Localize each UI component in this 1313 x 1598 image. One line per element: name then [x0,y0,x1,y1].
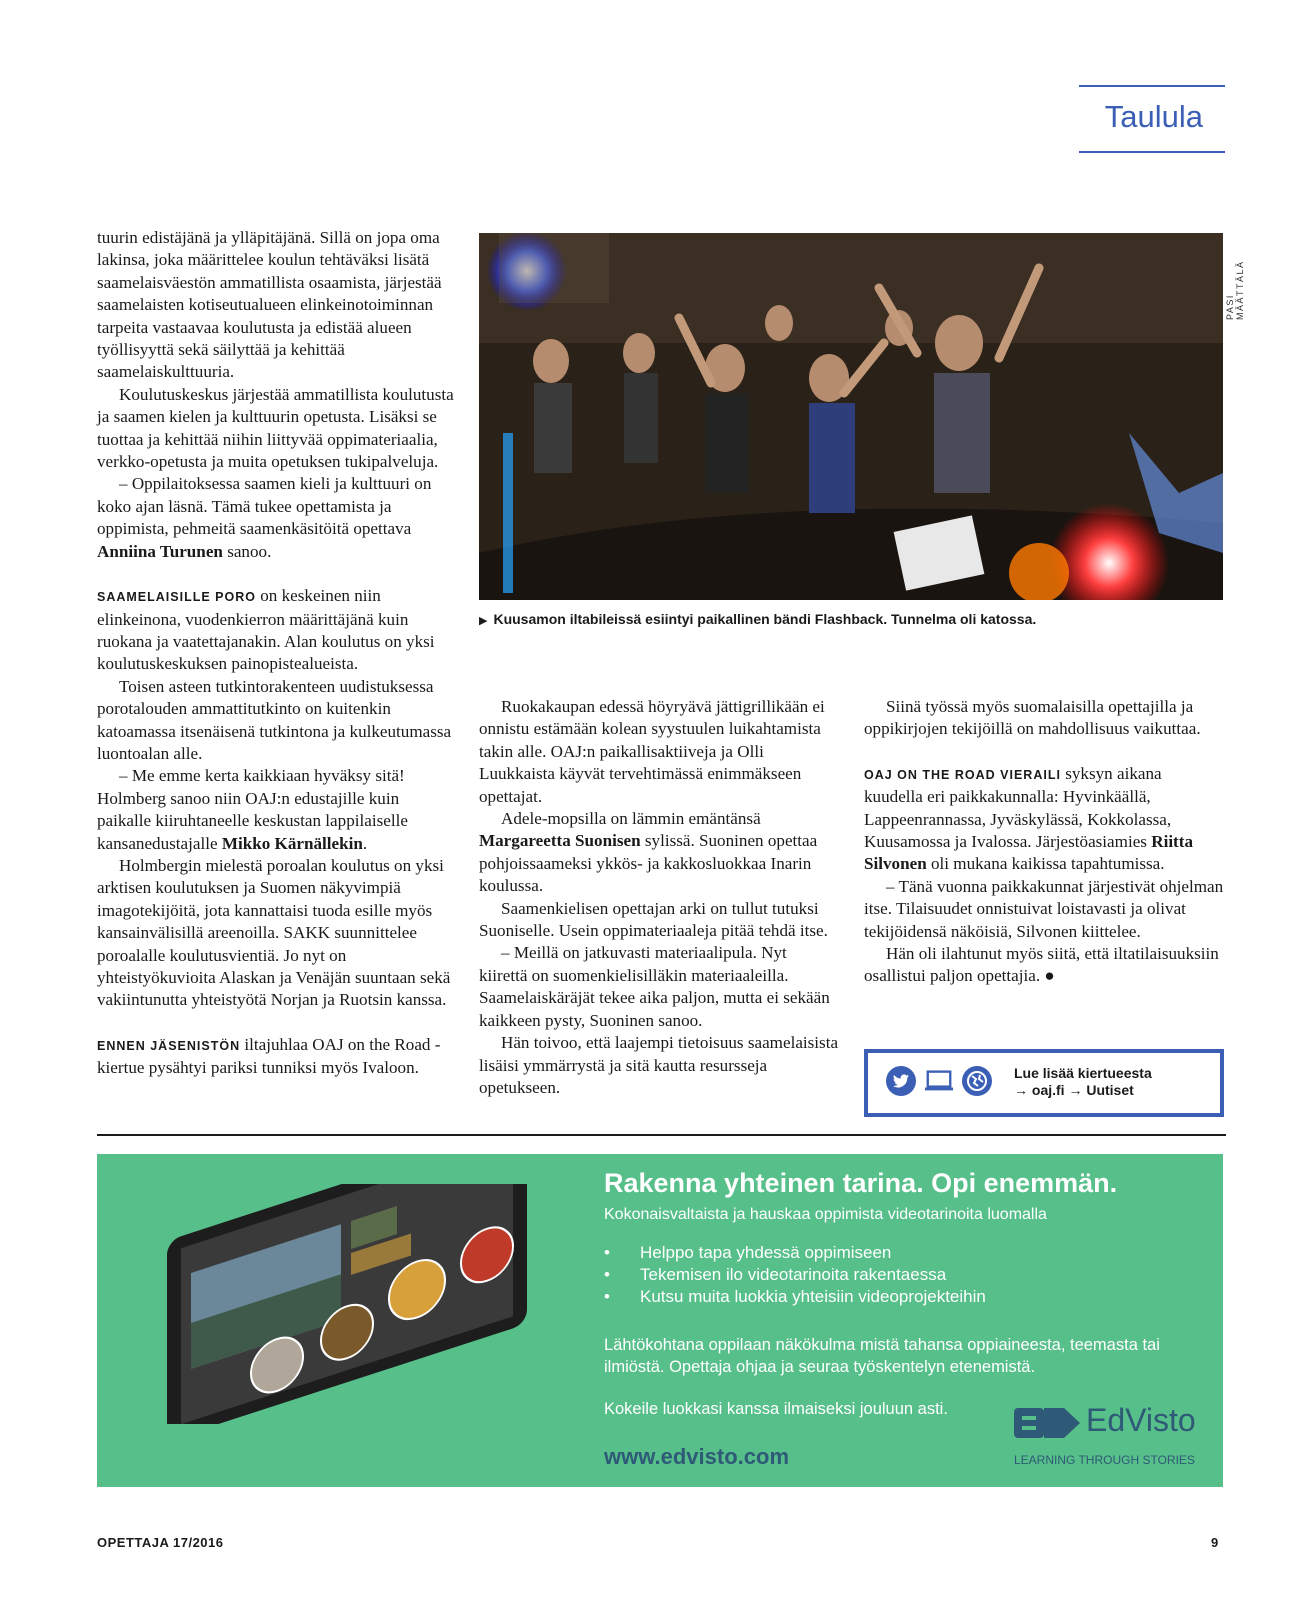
lead-in: ENNEN JÄSENISTÖN [97,1038,241,1053]
read-more-box[interactable] [864,1049,1224,1117]
photo-credit: PASI MÄÄTTÄLÄ [1225,260,1245,320]
quote-paragraph: – Meillä on jatkuvasti materiaalipula. Nyt kiirettä on suomenkielisilläkin materiaaleilla. Saamelaiskäräjät tekee aika paljon, mutta ei sekään kaikkeen pysty, Suoninen sanoo. [479,943,830,1030]
article-column-2 [479,696,839,1099]
edvisto-logo-icon [1014,1404,1082,1442]
play-icon: ▶ [479,615,488,627]
article-column-3 [864,696,1224,988]
paragraph: Hän oli ilahtunut myös siitä, että iltatilaisuuksiin osallistui paljon opettajia. ● [864,944,1219,986]
globe-icon[interactable] [962,1066,992,1096]
list-item: • Tekemisen ilo videotarinoita rakentaessa [604,1264,986,1286]
paragraph: Adele-mopsilla on lämmin emäntänsä Margareetta Suonisen sylissä. Suoninen opettaa pohjoissaameksi ykkös- ja kakkosluokkaa Inarin koulussa. [479,809,818,896]
ad-paragraph: Kokeile luokkasi kanssa ilmaiseksi jouluun asti. [604,1400,948,1418]
paragraph: SAAMELAISILLE PORO on keskeinen niin elinkeinona, vuodenkierron määrittäjänä kuin ruokana ja vaatettajanakin. Alan koulutus on yksi koulutuskeskuksen painopistealueista. [97,586,435,674]
article-column-1 [97,227,456,1080]
paragraph: tuurin edistäjänä ja ylläpitäjänä. Sillä on jopa oma lakinsa, joka määrittelee koulun tehtäväksi lisätä saamelaisväestön ammatillista osaamista, järjestää saamelaisten kotiseutualueen elinkeinotoiminnan tarpeita vastaavaa koulutusta ja edistää alueen työllisyyttä sekä säilyttää ja kehittää saamelaiskulttuuria. [97,228,442,382]
twitter-icon[interactable] [886,1066,916,1096]
paragraph: OAJ ON THE ROAD VIERAILI syksyn aikana kuudella eri paikkakunnalla: Hyvinkäällä, Lappeenrannassa, Jyväskylässä, Kokkolassa, Kuusamossa ja Ivalossa. Järjestöasiamies Riitta Silvonen oli mukana kaikissa tapahtumissa. [864,763,1193,874]
lead-in: SAAMELAISILLE PORO [97,590,256,605]
quote-paragraph: – Oppilaitoksessa saamen kieli ja kulttuuri on koko ajan läsnä. Tämä tukee opettamista ja oppimista, pehmeitä saamenkäsitöitä opettava Anniina Turunen sanoo. [97,474,432,561]
read-more-text[interactable]: Lue lisää kiertueesta → oaj.fi → Uutiset [1014,1065,1152,1098]
paragraph: Toisen asteen tutkintorakenteen uudistuksessa porotalouden ammattitutkinto on kuitenkin katoamassa itsenäisenä tutkintona ja kulkeutumassa luontoalan alle. [97,676,452,763]
social-icons [886,1066,992,1096]
list-item: • Kutsu muita luokkia yhteisiin videoprojekteihin [604,1286,986,1308]
paragraph: Ruokakaupan edessä höyryävä jättigrillikään ei onnistu estämään kolean syystuulen luikahtamista takin alle. OAJ:n paikallisaktiiveja ja Olli Luukkaista käyvät tervehtimässä enimmäkseen opettajat. [479,697,825,806]
person-name: Anniina Turunen [97,541,223,561]
paragraph: Hän toivoo, että laajempi tietoisuus saamelaisista lisäisi ymmärrystä ja sitä kautta resursseja opetukseen. [479,1033,839,1097]
tablet-illustration [157,1184,577,1429]
paragraph: Siinä työssä myös suomalaisilla opettajilla ja oppikirjojen tekijöillä on mahdollisuus vaikuttaa. [864,697,1201,739]
section-title: Taulula [1104,99,1203,134]
ad-subtitle: Kokonaisvaltaista ja hauskaa oppimista videotarinoita luomalla [604,1206,1047,1223]
quote-paragraph: – Me emme kerta kaikkiaan hyväksy sitä! Holmberg sanoo niin OAJ:n edustajille kuin paikalle kiiruhtaneelle keskustan lappilaiselle kansanedustajalle Mikko Kärnällekin. [97,766,408,853]
brand-name: EdVisto [1086,1402,1196,1438]
paragraph: Saamenkielisen opettajan arki on tullut tutuksi Suoniselle. Usein oppimateriaaleja pitää tehdä itse. [479,898,828,941]
person-name: Mikko Kärnällekin [221,833,363,853]
page-number: 9 [1211,1535,1219,1550]
person-name: Riitta Silvonen [864,832,1193,874]
laptop-icon[interactable] [924,1066,954,1096]
ad-url-link[interactable]: www.edvisto.com [604,1444,790,1469]
lead-in: OAJ ON THE ROAD VIERAILI [864,767,1061,782]
read-more-link[interactable]: → oaj.fi → Uutiset [1014,1082,1134,1098]
ad-paragraph: Lähtökohtana oppilaan näkökulma mistä tahansa oppiaineesta, teemasta tai ilmiöstä. Opettaja ohjaa ja seuraa työskentelyn etenemistä. [604,1336,1160,1376]
paragraph: Koulutuskeskus järjestää ammatillista koulutusta ja saamen kielen ja kulttuurin opetusta. Lisäksi se tuottaa ja kehittää niihin liittyvää oppimateriaalia, verkko-opetusta ja muita opetuksen tukipalveluja. [97,384,454,472]
brand-tagline: LEARNING THROUGH STORIES [1014,1453,1195,1467]
divider [97,1134,1226,1136]
end-mark: ● [1044,966,1055,986]
edvisto-logo [1014,1402,1196,1467]
person-name: Margareetta Suonisen [479,831,641,851]
band-photo [479,233,1223,600]
magazine-issue: OPETTAJA 17/2016 [97,1535,224,1550]
paragraph: Holmbergin mielestä poroalan koulutus on yksi arktisen koulutuksen ja Suomen näkyvimpiä imagotekijöitä, jota kannattaisi tuoda esille myös kansainvälisillä areenoilla. SAKK suunnittelee poroalalle koulutusvientiä. Jo nyt on yhteistyökuvioita Alaskan ja Venäjän suuntaan sekä vakiintunutta yhteistyötä Norjan ja Ruotsin kanssa. [97,855,451,1010]
paragraph: ENNEN JÄSENISTÖN iltajuhlaa OAJ on the Road -kiertue pysähtyi pariksi tunniksi myös Ivaloon. [97,1034,441,1078]
photo-caption: ▶ Kuusamon iltabileissä esiintyi paikallinen bändi Flashback. Tunnelma oli katossa. [479,611,1037,627]
list-item: • Helppo tapa yhdessä oppimiseen [604,1242,986,1264]
section-header [1079,85,1225,153]
edvisto-ad[interactable] [97,1154,1223,1487]
ad-bullet-list [604,1242,986,1308]
ad-headline: Rakenna yhteinen tarina. Opi enemmän. [604,1168,1118,1198]
quote-paragraph: – Tänä vuonna paikkakunnat järjestivät ohjelman itse. Tilaisuudet onnistuivat loistavasti ja olivat tekijöidensä näköisiä, Silvonen kiittelee. [864,876,1224,941]
